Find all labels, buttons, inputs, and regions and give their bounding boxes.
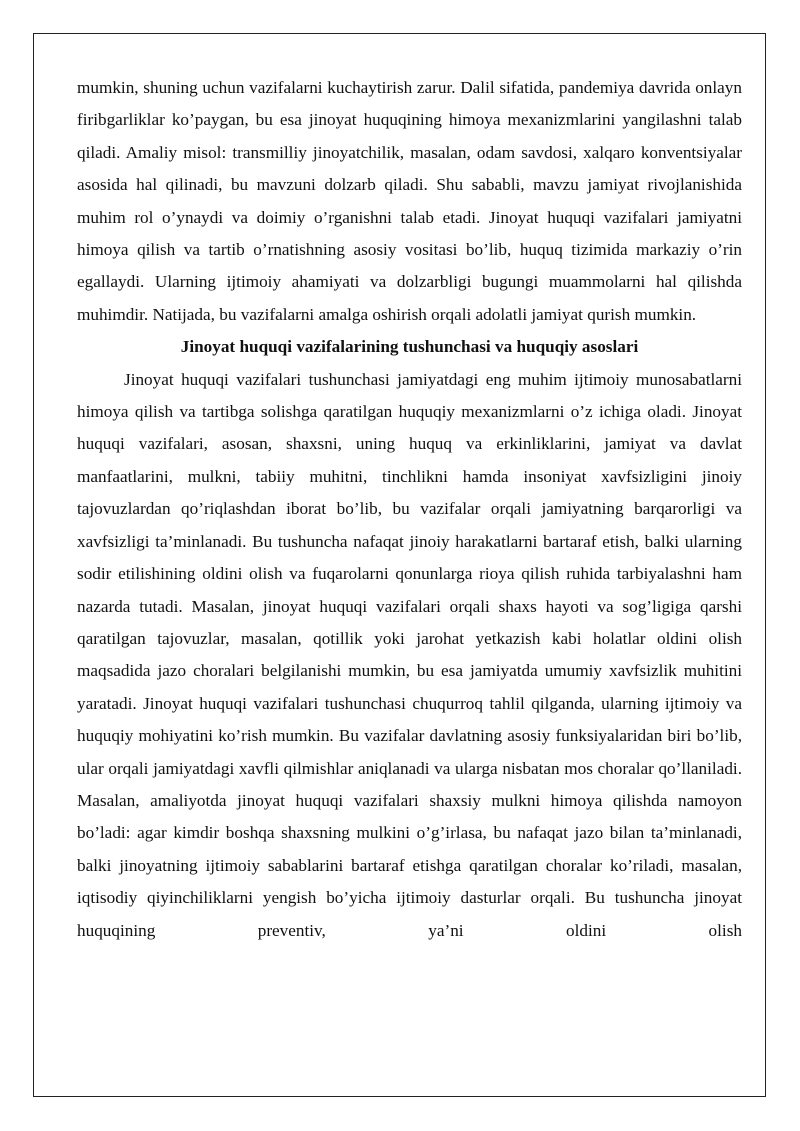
- paragraph-body: Jinoyat huquqi vazifalari tushunchasi jamiyatdagi eng muhim ijtimoiy munosabatlarni himoya qilish va tartibga solishga qaratilgan huquqiy mexanizmlarni o’z ichiga oladi. Jinoyat huquqi vazifalari, asosan, shaxsni, uning huquq va erkinliklarini, jamiyat va davlat manfaatlarini, mulkni, tabiiy muhitni, tinchlikni hamda insoniyat xavfsizligini jinoiy tajovuzlardan qo’riqlashdan iborat bo’lib, bu vazifalar orqali jamiyatning barqarorligi va xavfsizligi ta’minlanadi. Bu tushuncha nafaqat jinoiy harakatlarni bartaraf etish, balki ularning sodir etilishining oldini olish va fuqarolarni qonunlarga rioya qilish ruhida tarbiyalashni ham nazarda tutadi. Masalan, jinoyat huquqi vazifalari orqali shaxs hayoti va sog’ligiga qarshi qaratilgan tajovuzlar, masalan, qotillik yoki jarohat yetkazish kabi holatlar oldini olish maqsadida jazo choralari belgilanishi mumkin, bu esa jamiyatda umumiy xavfsizlik muhitini yaratadi. Jinoyat huquqi vazifalari tushunchasi chuqurroq tahlil qilganda, ularning ijtimoiy va huquqiy mohiyatini ko’rish mumkin. Bu vazifalar davlatning asosiy funksiyalaridan biri bo’lib, ular orqali jamiyatdagi xavfli qilmishlar aniqlanadi va ularga nisbatan mos choralar qo’llaniladi. Masalan, amaliyotda jinoyat huquqi vazifalari shaxsiy mulkni himoya qilishda namoyon bo’ladi: agar kimdir boshqa shaxsning mulkini o’g’irlasa, bu nafaqat jazo bilan ta’minlanadi, balki jinoyatning ijtimoiy sabablarini bartaraf etishga qaratilgan choralar ko’riladi, masalan, iqtisodiy qiyinchiliklarni yengish bo’yicha ijtimoiy dasturlar orqali. Bu tushuncha jinoyat huquqining preventiv, ya’ni oldini olish: [77, 369, 742, 940]
- paragraph-continuation: mumkin, shuning uchun vazifalarni kuchaytirish zarur. Dalil sifatida, pandemiya davrida onlayn firibgarliklar ko’paygan, bu esa jinoyat huquqining himoya mexanizmlarini yangilashni talab qiladi. Amaliy misol: transmilliy jinoyatchilik, masalan, odam savdosi, xalqaro konventsiyalar asosida hal qilinadi, bu mavzuni dolzarb qiladi. Shu sababli, mavzu jamiyat rivojlanishida muhim rol o’ynaydi va doimiy o’rganishni talab etadi. Jinoyat huquqi vazifalari jamiyatni himoya qilish va tartib o’rnatishning asosiy vositasi bo’lib, huquq tizimida markaziy o’rin egallaydi. Ularning ijtimoiy ahamiyati va dolzarbligi bugungi muammolarni hal qilishda muhimdir. Natijada, bu vazifalarni amalga oshirish orqali adolatli jamiyat qurish mumkin.: [77, 78, 742, 324]
- section-heading: Jinoyat huquqi vazifalarining tushunchasi va huquqiy asoslari: [180, 337, 639, 357]
- document-body: [77, 72, 742, 947]
